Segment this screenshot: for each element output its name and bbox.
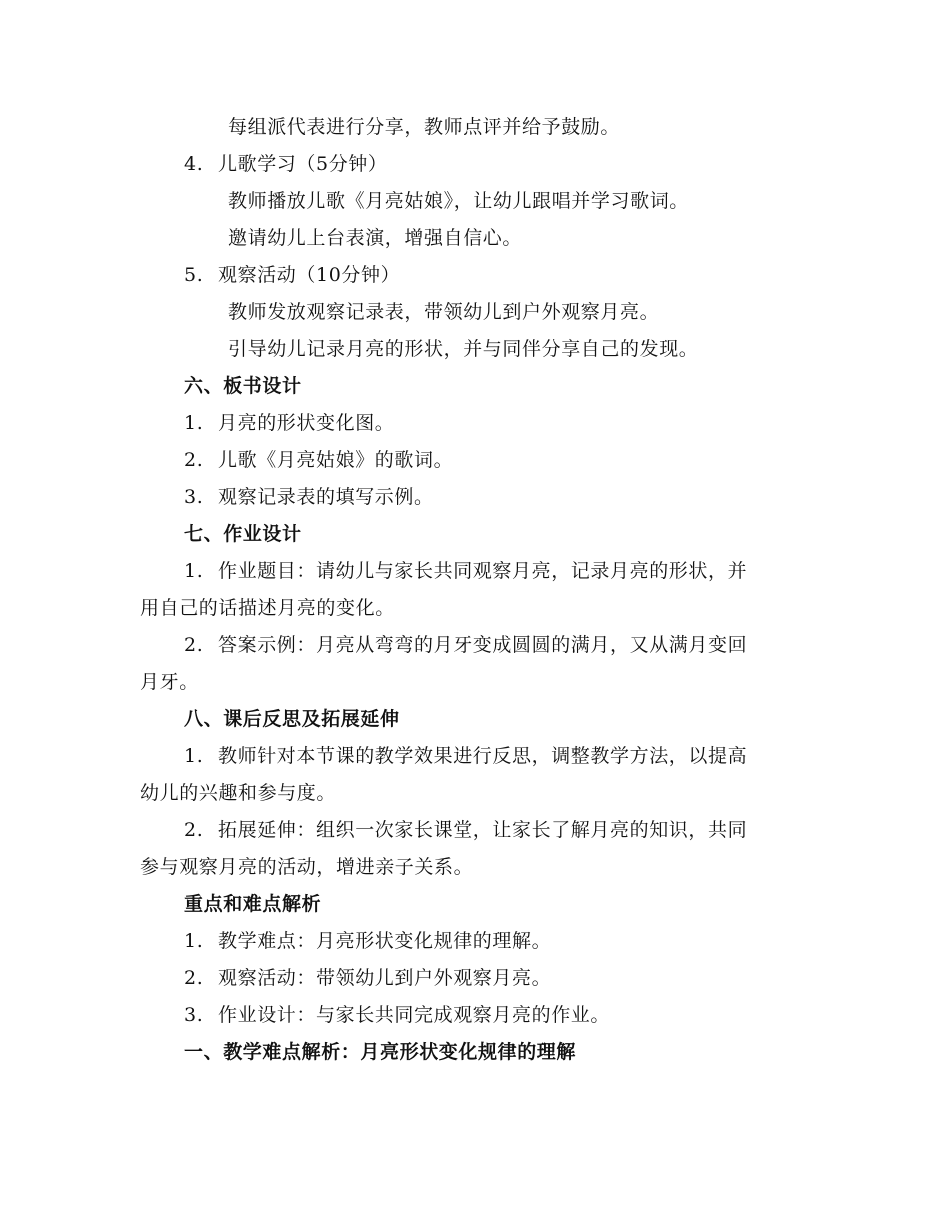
list-number: 1. [184, 930, 204, 952]
list-number: 5. [184, 264, 204, 286]
list-item-text: 作业设计：与家长共同完成观察月亮的作业。 [218, 1004, 611, 1026]
list-number: 2. [184, 819, 204, 841]
list-item [184, 632, 747, 658]
list-item-text: 观察活动（10分钟） [218, 264, 401, 286]
list-item-text: 月亮的形状变化图。 [218, 412, 395, 434]
section-heading-blackboard: 六、板书设计 [184, 375, 302, 397]
list-number: 1. [184, 412, 204, 434]
list-item-observation [184, 262, 400, 288]
list-number: 4. [184, 153, 204, 175]
list-item [184, 817, 747, 843]
paragraph-line: 参与观察月亮的活动，增进亲子关系。 [140, 856, 474, 878]
section-heading-homework: 七、作业设计 [184, 523, 302, 545]
list-number: 2. [184, 634, 204, 656]
list-item-text: 拓展延伸：组织一次家长课堂，让家长了解月亮的知识，共同 [218, 819, 748, 841]
list-item-text: 答案示例：月亮从弯弯的月牙变成圆圆的满月，又从满月变回 [218, 634, 748, 656]
list-item [184, 928, 551, 954]
list-item-text: 儿歌《月亮姑娘》的歌词。 [218, 449, 454, 471]
list-number: 1. [184, 560, 204, 582]
paragraph-line: 引导幼儿记录月亮的形状，并与同伴分享自己的发现。 [228, 338, 699, 360]
list-item [184, 484, 434, 510]
list-item [184, 410, 394, 436]
list-item-text: 儿歌学习（5分钟） [218, 153, 388, 175]
section-heading-key-points: 重点和难点解析 [184, 893, 322, 915]
list-item-song-learning [184, 151, 388, 177]
paragraph-line: 教师发放观察记录表，带领幼儿到户外观察月亮。 [228, 301, 660, 323]
list-item-text: 教师针对本节课的教学效果进行反思，调整教学方法，以提高 [218, 745, 748, 767]
list-item-text: 作业题目：请幼儿与家长共同观察月亮，记录月亮的形状，并 [218, 560, 748, 582]
section-heading-difficulty-analysis: 一、教学难点解析：月亮形状变化规律的理解 [184, 1041, 577, 1063]
list-item [184, 743, 747, 769]
paragraph-line: 用自己的话描述月亮的变化。 [140, 597, 395, 619]
paragraph-line: 每组派代表进行分享，教师点评并给予鼓励。 [228, 116, 621, 138]
list-item-text: 观察记录表的填写示例。 [218, 486, 434, 508]
paragraph-line: 邀请幼儿上台表演，增强自信心。 [228, 227, 523, 249]
paragraph-line: 幼儿的兴趣和参与度。 [140, 782, 337, 804]
list-number: 2. [184, 449, 204, 471]
paragraph-line: 教师播放儿歌《月亮姑娘》，让幼儿跟唱并学习歌词。 [228, 190, 689, 212]
list-item [184, 558, 747, 584]
list-number: 3. [184, 486, 204, 508]
list-number: 1. [184, 745, 204, 767]
paragraph-line: 月牙。 [140, 671, 199, 693]
list-number: 3. [184, 1004, 204, 1026]
list-number: 2. [184, 967, 204, 989]
section-heading-reflection: 八、课后反思及拓展延伸 [184, 708, 400, 730]
list-item [184, 447, 453, 473]
list-item-text: 教学难点：月亮形状变化规律的理解。 [218, 930, 552, 952]
list-item [184, 1002, 610, 1028]
list-item [184, 965, 551, 991]
list-item-text: 观察活动：带领幼儿到户外观察月亮。 [218, 967, 552, 989]
